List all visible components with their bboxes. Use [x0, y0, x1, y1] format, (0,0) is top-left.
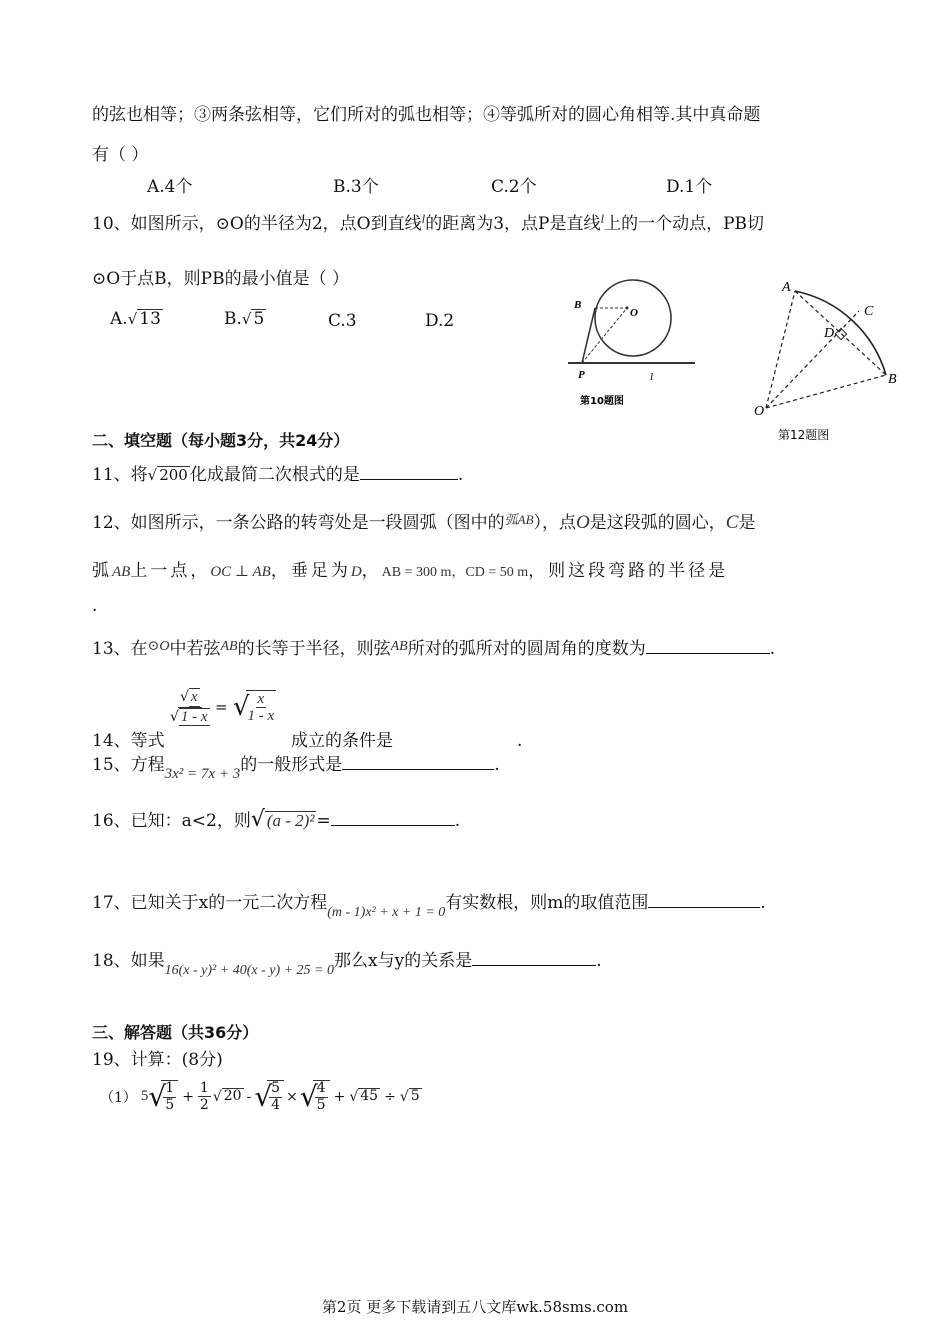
answer-blank[interactable] [360, 463, 458, 480]
symbol-ab: AB [220, 639, 238, 654]
q18-prefix: 18、如果 [92, 951, 165, 971]
q18-suffix: 那么x与y的关系是 [334, 951, 473, 971]
page-footer: 第2页 更多下载请到五八文库wk.58sms.com [321, 1298, 629, 1316]
segment-oa [766, 291, 795, 408]
circle-o-symbol: ⊙O [147, 639, 170, 654]
label-o: O [754, 404, 765, 419]
q12-text-d: 是 [738, 513, 756, 533]
label-a: A [782, 280, 791, 295]
answer-blank[interactable] [342, 753, 494, 770]
q12-line3: . [92, 596, 98, 616]
q17-prefix: 17、已知关于x的一元二次方程 [92, 893, 328, 913]
given-lengths: AB = 300 m，CD = 50 m [381, 565, 529, 580]
q12-text-h: ， [361, 561, 382, 581]
label-p: P [578, 369, 585, 381]
right-fraction [246, 690, 277, 725]
q12-text-f: 上一点， [130, 561, 211, 581]
q14-suffix-text: 成立的条件是 [291, 731, 393, 751]
option-a-radicand: 13 [139, 309, 161, 329]
q17-end: . [760, 893, 766, 913]
q14-prefix: 14、等式 [92, 731, 165, 751]
q15-prefix: 15、方程 [92, 755, 165, 775]
sqrt-sign: √ [232, 692, 250, 722]
arc-ab-label: 弧AB [504, 512, 534, 527]
plus-sign: + [333, 1088, 346, 1105]
term3-numerator: 5 [271, 1080, 281, 1097]
q10-option-d: D.2 [425, 311, 455, 331]
term1-denominator: 5 [165, 1096, 175, 1113]
term2-numerator: 1 [199, 1080, 209, 1096]
part1-label: （1） [100, 1089, 137, 1106]
q17-suffix: 有实数根，则m的取值范围 [445, 893, 649, 913]
q10-line2: ⊙O于点B，则PB的最小值是（ ） [92, 269, 350, 289]
q11-prefix: 11、将 [92, 465, 148, 485]
q15 [92, 750, 500, 783]
center-o-point [626, 307, 629, 310]
left-fraction [170, 688, 210, 726]
sqrt-sign: √ [349, 1088, 359, 1105]
option-a-prefix: A. [110, 309, 128, 329]
q13-prefix: 13、在 [92, 639, 148, 659]
label-o: O [630, 307, 638, 319]
term3-fraction [267, 1080, 284, 1113]
q18 [92, 946, 602, 979]
q10-text-a: 10、如图所示，⊙O的半径为2，点O到直线 [92, 214, 422, 234]
option-b-prefix: B. [224, 309, 242, 329]
term2-fraction [198, 1080, 211, 1113]
sqrt-sign: √ [399, 1088, 409, 1105]
sqrt-sign: √ [148, 1080, 167, 1113]
q10-option-c: C.3 [328, 311, 357, 331]
q10-text-c: 上的一个动点，PB切 [604, 214, 765, 234]
equals-sign: = [316, 811, 331, 831]
label-b: B [574, 299, 582, 311]
q11-radicand: 200 [159, 466, 188, 484]
q12-line2 [92, 556, 728, 581]
figure-caption: 第12题图 [778, 428, 830, 442]
right-numerator: x [257, 690, 265, 707]
label-l: l [650, 371, 654, 383]
q17 [92, 888, 766, 921]
answer-blank[interactable] [646, 637, 770, 654]
symbol-d: D [350, 564, 362, 580]
q14-suffix [291, 726, 522, 751]
q16 [92, 806, 460, 832]
q10-line1 [92, 209, 764, 234]
q10-option-b [224, 309, 266, 329]
answer-blank[interactable] [472, 949, 596, 966]
term3-denominator: 4 [271, 1096, 281, 1113]
segment-oc [766, 311, 859, 408]
left-denominator: √ 1 - x [170, 708, 208, 725]
sqrt-sign: √ [250, 807, 265, 832]
symbol-o: O [576, 512, 590, 533]
q13-mid1: 中若弦 [169, 639, 221, 659]
term2-denominator: 2 [199, 1097, 209, 1113]
q12-text-a: 12、如图所示，一条公路的转弯处是一段圆弧（图中的 [92, 513, 505, 533]
term4-numerator: 4 [316, 1080, 326, 1097]
q9-line2: 有（ ） [92, 145, 149, 165]
term4-denominator: 5 [316, 1096, 326, 1113]
sqrt-sign: √ [241, 310, 252, 328]
label-d: D [824, 326, 835, 341]
q19-part1 [100, 1080, 422, 1113]
label-c: C [864, 304, 874, 319]
symbol-ab: AB [390, 639, 408, 654]
symbol-ab: AB [112, 564, 131, 580]
section-2-title: 二、填空题（每小题3分，共24分） [92, 431, 350, 450]
section-3-title: 三、解答题（共36分） [92, 1023, 259, 1042]
q16-prefix: 16、已知：a<2，则 [92, 811, 251, 831]
q16-radicand: (a - 2)² [266, 811, 315, 830]
left-den-radicand: 1 - x [180, 708, 208, 725]
sqrt-sign: √ [147, 466, 158, 484]
q13-mid2: 的长等于半径，则弦 [237, 639, 391, 659]
q9-option-b: B.3个 [333, 177, 379, 197]
q13-suffix: 所对的弧所对的圆周角的度数为 [407, 639, 646, 659]
minus-sign: - [246, 1088, 252, 1105]
term2-radicand: 20 [223, 1088, 242, 1105]
q12-line1 [92, 508, 755, 534]
q9-line1: 的弦也相等；③两条弦相等，它们所对的弧也相等；④等弧所对的圆心角相等.其中真命题 [92, 105, 761, 125]
plus-sign: + [182, 1088, 194, 1105]
divide-sign: ÷ [384, 1088, 396, 1105]
q10-option-a [110, 309, 163, 329]
right-denominator: 1 - x [247, 708, 275, 724]
q12-text-e: 弧 [92, 561, 112, 581]
sqrt-sign: √ [212, 1088, 222, 1105]
q9-option-d: D.1个 [666, 177, 713, 197]
answer-blank[interactable] [331, 809, 455, 826]
q11-suffix: 化成最简二次根式的是 [189, 465, 360, 485]
line-l-symbol: l [600, 211, 605, 226]
term6-radicand: 5 [410, 1088, 420, 1105]
label-b: B [888, 372, 897, 387]
coefficient: 5 [140, 1088, 149, 1104]
line-l-symbol: l [421, 211, 426, 226]
q18-end: . [596, 951, 602, 971]
q12-text-c: 是这段弧的圆心， [589, 513, 726, 533]
option-b-radicand: 5 [253, 309, 265, 329]
q15-equation: 3x² = 7x + 3 [164, 766, 241, 782]
term1-numerator: 1 [165, 1080, 175, 1097]
q14-end: . [517, 731, 523, 751]
q13-end: . [769, 639, 776, 659]
q10-text-b: 的距离为3，点P是直线 [425, 214, 601, 234]
term5-radicand: 45 [360, 1088, 379, 1105]
q19-title: 19、计算：(8分) [92, 1050, 223, 1070]
segment-ob [766, 375, 886, 408]
figure-caption: 第10题图 [580, 396, 624, 407]
q10-figure [560, 268, 700, 408]
left-numerator: √ x [178, 688, 202, 708]
q17-equation: (m - 1)x² + x + 1 = 0 [327, 905, 446, 920]
symbol-c: C [725, 512, 739, 533]
term1-fraction [161, 1080, 178, 1113]
q15-end: . [494, 755, 500, 775]
q14-equation [170, 688, 276, 726]
q18-equation: 16(x - y)² + 40(x - y) + 25 = 0 [164, 963, 335, 978]
q9-option-c: C.2个 [491, 177, 537, 197]
q12-figure [748, 275, 918, 450]
q16-end: . [454, 811, 461, 831]
q11 [92, 460, 463, 485]
q12-text-g: ，垂足为 [270, 561, 351, 581]
sqrt-sign: √ [127, 310, 138, 328]
q12-text-b: ），点 [533, 513, 577, 533]
q12-text-i: ，则这段弯路的半径是 [528, 561, 729, 581]
q13 [92, 634, 775, 659]
q9-option-a: A.4个 [147, 177, 193, 197]
perp-expression: OC ⊥ AB [210, 564, 271, 580]
sqrt-sign: √ [299, 1080, 318, 1113]
sqrt-sign: √ [254, 1080, 273, 1113]
left-num-radicand: x [190, 689, 198, 705]
times-sign: × [286, 1088, 298, 1105]
answer-blank[interactable] [648, 891, 760, 908]
term4-fraction [313, 1080, 330, 1113]
q15-suffix: 的一般形式是 [240, 755, 343, 775]
q11-end: . [457, 465, 464, 485]
equals-sign: = [214, 698, 228, 716]
